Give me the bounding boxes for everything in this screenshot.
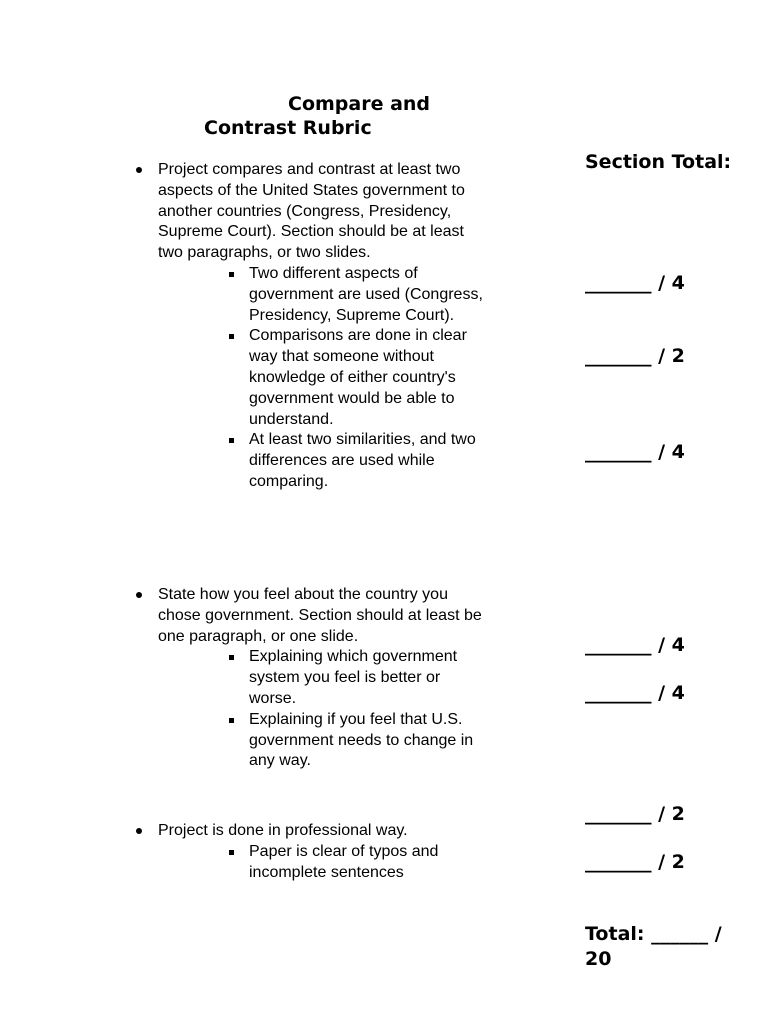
section-total-label: Section Total: — [585, 151, 732, 173]
sub-item-text: Explaining which government system you feel is better or worse. — [249, 648, 458, 707]
score-blank: _______ / 4 — [585, 272, 685, 294]
sub-item-text: Comparisons are done in clear way that someone without knowledge of either country's government would be able to understand. — [249, 327, 467, 428]
criterion-2-text: State how you feel about the country you chose government. Section should at least be one paragraph, or one slide. — [158, 586, 482, 645]
sub-item — [249, 710, 489, 772]
criterion-1-subitems — [158, 264, 488, 493]
bullet-dot-icon — [136, 167, 142, 173]
criterion-1 — [158, 160, 488, 493]
sub-item — [249, 264, 489, 326]
score-blank: _______ / 2 — [585, 803, 685, 825]
sub-item-text: At least two similarities, and two differences are used while comparing. — [249, 431, 476, 490]
sub-item-text: Explaining if you feel that U.S. government needs to change in any way. — [249, 710, 474, 770]
criterion-3-subitems — [158, 842, 488, 884]
sub-item — [249, 430, 489, 492]
square-bullet-icon — [229, 438, 234, 443]
score-blank: _______ / 4 — [585, 441, 685, 463]
square-bullet-icon — [229, 718, 234, 723]
square-bullet-icon — [229, 850, 234, 855]
title-line-2: Contrast Rubric — [204, 117, 372, 139]
criterion-1-text: Project compares and contrast at least two aspects of the United States government to another countries (Congress, Presidency, Supreme Court). Section should be at least two paragraphs, or two slides. — [158, 161, 465, 262]
sub-item — [249, 647, 489, 709]
bullet-dot-icon — [136, 828, 142, 834]
bullet-dot-icon — [136, 592, 142, 598]
sub-item-text: Paper is clear of typos and incomplete sentences — [249, 842, 439, 881]
square-bullet-icon — [229, 272, 234, 277]
criterion-3 — [158, 821, 488, 883]
criterion-2 — [158, 585, 488, 772]
square-bullet-icon — [229, 655, 234, 660]
score-blank: _______ / 2 — [585, 345, 685, 367]
sub-item — [249, 326, 489, 430]
score-blank: _______ / 4 — [585, 634, 685, 656]
criterion-2-subitems — [158, 647, 488, 772]
score-blank: _______ / 2 — [585, 851, 685, 873]
criterion-3-text: Project is done in professional way. — [158, 822, 408, 839]
sub-item — [249, 842, 489, 884]
title-line-1: Compare and — [288, 93, 431, 115]
score-blank: _______ / 4 — [585, 682, 685, 704]
square-bullet-icon — [229, 334, 234, 339]
sub-item-text: Two different aspects of government are used (Congress, Presidency, Supreme Court). — [249, 264, 483, 324]
grand-total: Total: ______ / 20 — [585, 923, 722, 970]
